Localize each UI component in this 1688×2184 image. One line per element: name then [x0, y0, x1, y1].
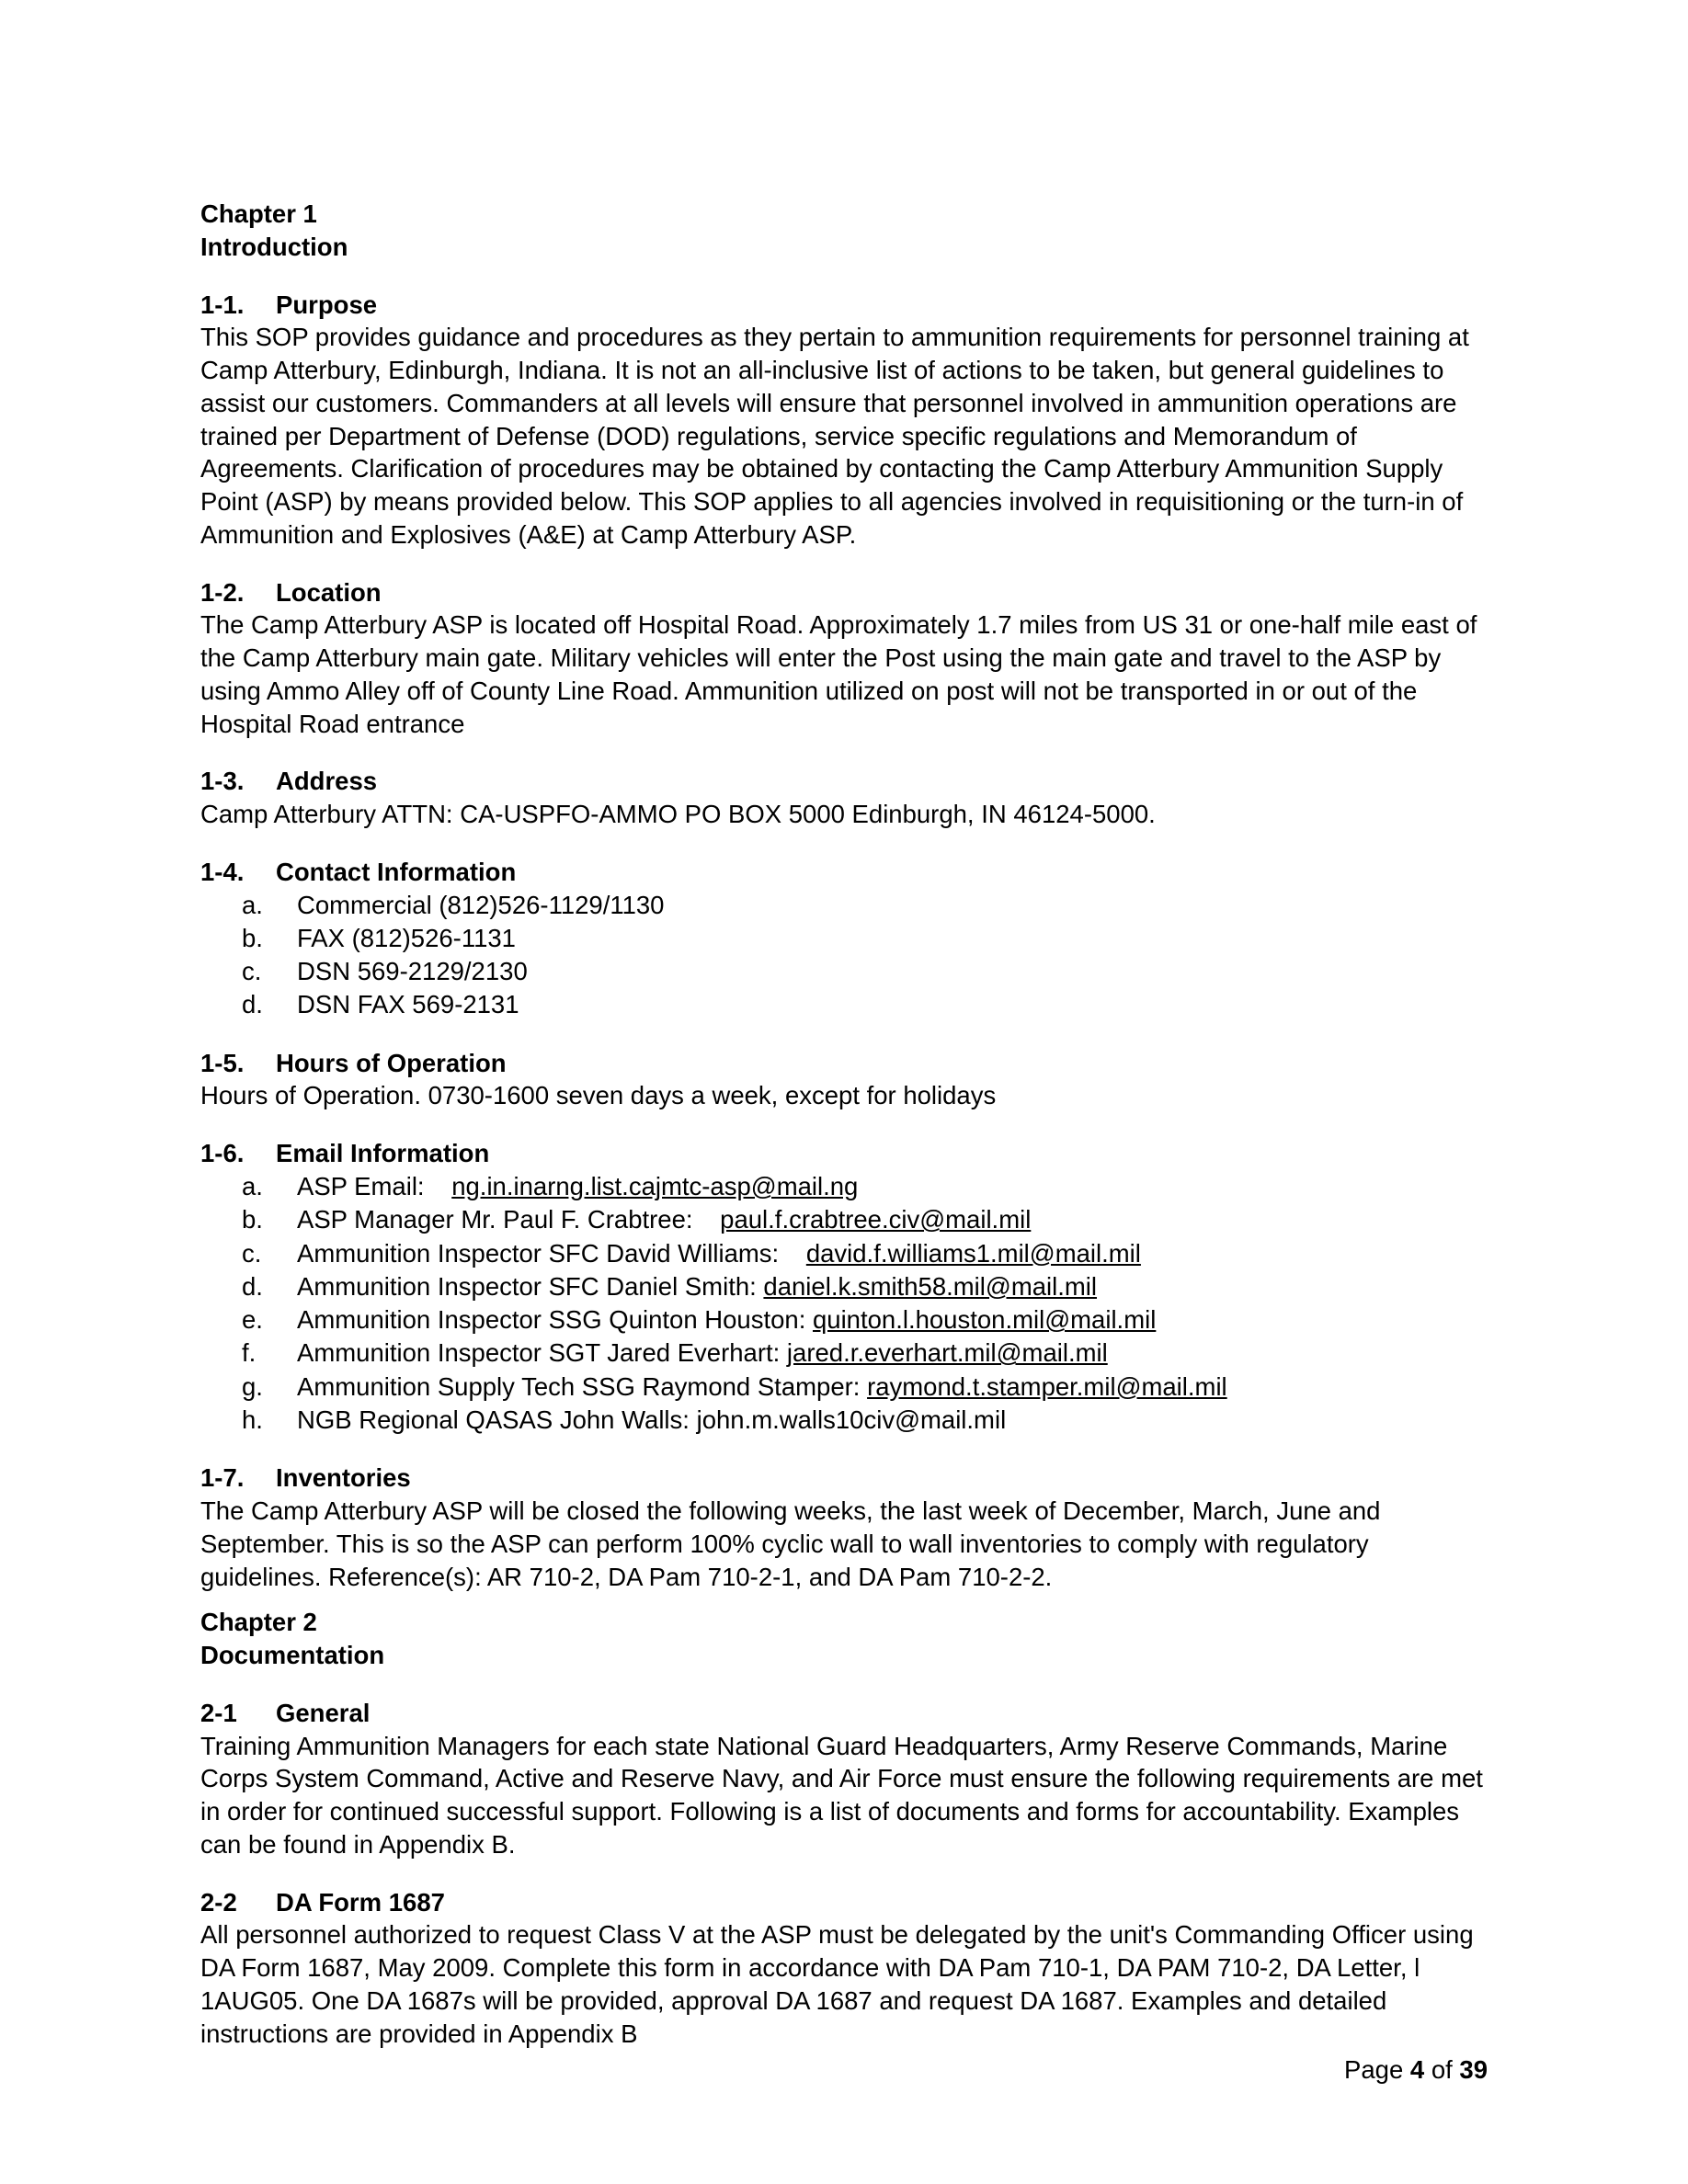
list-item: [200, 1404, 1488, 1437]
section-title-2-1: General: [276, 1698, 371, 1727]
section-number-1-6: 1-6.: [200, 1139, 245, 1168]
email-link[interactable]: jared.r.everhart.mil@mail.mil: [786, 1338, 1108, 1368]
list-item-text: FAX (812)526-1131: [297, 923, 516, 952]
list-marker: d.: [242, 1271, 263, 1301]
section-title-1-4: Contact Information: [276, 857, 517, 886]
list-marker: d.: [242, 990, 263, 1019]
section-number-1-7: 1-7.: [200, 1463, 245, 1493]
chapter-2-subtitle: Documentation: [200, 1641, 385, 1670]
list-item: [200, 922, 1488, 955]
list-item: [200, 1170, 1488, 1203]
email-label: ASP Email:: [297, 1171, 425, 1200]
section-number-2-2: 2-2: [200, 1887, 237, 1917]
email-link[interactable]: ng.in.inarng.list.cajmtc-asp@mail.ng: [451, 1171, 859, 1200]
list-item-text: [297, 1404, 1488, 1437]
section-number-1-2: 1-2.: [200, 577, 245, 607]
section-number-1-5: 1-5.: [200, 1048, 245, 1077]
page-footer: [1344, 2055, 1488, 2085]
list-item-text: [297, 1203, 1488, 1236]
section-body-2-2: All personnel authorized to request Class V at the ASP must be delegated by the unit's Commanding Officer using DA Form 1687, May 2009. Complete this form in accordance with DA Pam 710-1, DA PAM 710-2, DA Letter, l 1AUG05. One DA 1687s will be provided, approval DA 1687 and request DA 1687. Examples and detailed instructions are provided in Appendix B: [200, 1920, 1474, 2048]
list-item-text: [297, 1337, 1488, 1370]
list-marker: g.: [242, 1371, 263, 1401]
list-item: [200, 1303, 1488, 1337]
chapter-1-title: Chapter 1: [200, 199, 317, 228]
section-heading-2-1: [200, 1697, 1488, 1730]
footer-prefix: Page: [1344, 2055, 1404, 2084]
section-title-1-3: Address: [276, 767, 378, 796]
list-item-text: DSN 569-2129/2130: [297, 957, 528, 986]
footer-page-number: 4: [1409, 2055, 1425, 2084]
footer-total-pages: 39: [1459, 2055, 1488, 2084]
chapter-2-heading: [200, 1606, 1488, 1672]
list-item: [200, 889, 1488, 922]
section-title-1-7: Inventories: [276, 1463, 411, 1493]
section-body-1-7: The Camp Atterbury ASP will be closed the following weeks, the last week of December, March, June and September. This is so the ASP can perform 100% cyclic wall to wall inventories to comply with regulatory guidelines. Reference(s): AR 710-2, DA Pam 710-2-1, and DA Pam 710-2-2.: [200, 1496, 1381, 1591]
section-body-1-3: Camp Atterbury ATTN: CA-USPFO-AMMO PO BOX 5000 Edinburgh, IN 46124-5000.: [200, 800, 1156, 828]
section-number-1-3: 1-3.: [200, 767, 245, 796]
section-heading-1-4: [200, 856, 1488, 889]
email-label: Ammunition Supply Tech SSG Raymond Stamper:: [297, 1371, 861, 1401]
email-label: Ammunition Inspector SGT Jared Everhart:: [297, 1338, 781, 1368]
list-item: [200, 1203, 1488, 1236]
list-item-text: [297, 1303, 1488, 1337]
list-item-text: [297, 1371, 1488, 1404]
email-label: Ammunition Inspector SSG Quinton Houston:: [297, 1305, 806, 1335]
chapter-1-heading: [200, 198, 1488, 264]
section-number-1-4: 1-4.: [200, 857, 245, 886]
section-number-2-1: 2-1: [200, 1698, 237, 1727]
email-link[interactable]: quinton.l.houston.mil@mail.mil: [812, 1305, 1157, 1335]
email-link[interactable]: david.f.williams1.mil@mail.mil: [805, 1238, 1141, 1268]
chapter-2-title: Chapter 2: [200, 1608, 317, 1637]
section-body-1-1: This SOP provides guidance and procedures as they pertain to ammunition requirements for personnel training at Camp Atterbury, Edinburgh, Indiana. It is not an all-inclusive list of actions to be taken, but general guidelines to assist our customers. Commanders at all levels will ensure that personnel involved in ammunition operations are trained per Department of Defense (DOD) regulations, service specific regulations and Memorandum of Agreements. Clarification of procedures may be obtained by contacting the Camp Atterbury Ammunition Supply Point (ASP) by means provided below. This SOP applies to all agencies involved in requisitioning or the turn-in of Ammunition and Explosives (A&E) at Camp Atterbury ASP.: [200, 323, 1469, 549]
section-heading-1-2: [200, 576, 1488, 609]
section-title-1-1: Purpose: [276, 290, 378, 319]
section-heading-1-3: [200, 765, 1488, 798]
email-label: Ammunition Inspector SFC David Williams:: [297, 1238, 780, 1268]
list-marker: h.: [242, 1405, 263, 1435]
email-link[interactable]: paul.f.crabtree.civ@mail.mil: [720, 1205, 1032, 1234]
list-item-text: DSN FAX 569-2131: [297, 990, 519, 1019]
section-title-1-2: Location: [276, 577, 382, 607]
list-item: [200, 988, 1488, 1021]
list-item-text: [297, 1170, 1488, 1203]
email-link[interactable]: raymond.t.stamper.mil@mail.mil: [867, 1371, 1227, 1401]
list-item: [200, 1371, 1488, 1404]
list-item-text: [297, 1237, 1488, 1270]
section-body-2-1: Training Ammunition Managers for each state National Guard Headquarters, Army Reserve Commands, Marine Corps System Command, Active and Reserve Navy, and Air Force must ensure the following requirements are met in order for continued successful support. Following is a list of documents and forms for accountability. Examples can be found in Appendix B.: [200, 1731, 1483, 1859]
list-marker: e.: [242, 1305, 263, 1335]
list-item: [200, 1337, 1488, 1370]
section-heading-2-2: [200, 1886, 1488, 1919]
email-label: ASP Manager Mr. Paul F. Crabtree:: [297, 1205, 693, 1234]
list-marker: f.: [242, 1338, 257, 1368]
footer-middle: of: [1431, 2055, 1453, 2084]
section-body-1-5: Hours of Operation. 0730-1600 seven days a week, except for holidays: [200, 1081, 997, 1110]
list-item-text: [297, 1270, 1488, 1303]
list-item: [200, 1237, 1488, 1270]
contact-information-list: [200, 889, 1488, 1022]
list-marker: b.: [242, 923, 263, 952]
section-heading-1-6: [200, 1137, 1488, 1170]
email-label: NGB Regional QASAS John Walls:: [297, 1405, 690, 1435]
section-title-1-6: Email Information: [276, 1139, 490, 1168]
list-item: [200, 955, 1488, 988]
section-title-2-2: DA Form 1687: [276, 1887, 445, 1917]
chapter-1-subtitle: Introduction: [200, 232, 348, 261]
list-marker: c.: [242, 957, 262, 986]
email-link[interactable]: daniel.k.smith58.mil@mail.mil: [763, 1271, 1098, 1301]
email-label: Ammunition Inspector SFC Daniel Smith:: [297, 1271, 757, 1301]
list-marker: a.: [242, 1171, 263, 1200]
section-number-1-1: 1-1.: [200, 290, 245, 319]
section-heading-1-5: [200, 1047, 1488, 1080]
list-marker: a.: [242, 890, 263, 919]
section-title-1-5: Hours of Operation: [276, 1048, 507, 1077]
list-item: [200, 1270, 1488, 1303]
section-body-1-2: The Camp Atterbury ASP is located off Hospital Road. Approximately 1.7 miles from US 31 or one-half mile east of the Camp Atterbury main gate. Military vehicles will enter the Post using the main gate and travel to the ASP by using Ammo Alley off of County Line Road. Ammunition utilized on post will not be transported in or out of the Hospital Road entrance: [200, 610, 1477, 738]
email-information-list: [200, 1170, 1488, 1437]
section-heading-1-7: [200, 1462, 1488, 1495]
list-item-text: Commercial (812)526-1129/1130: [297, 890, 665, 919]
list-marker: c.: [242, 1238, 262, 1268]
list-marker: b.: [242, 1205, 263, 1234]
email-text: john.m.walls10civ@mail.mil: [696, 1405, 1007, 1435]
document-body: [200, 289, 1488, 2051]
section-heading-1-1: [200, 289, 1488, 322]
